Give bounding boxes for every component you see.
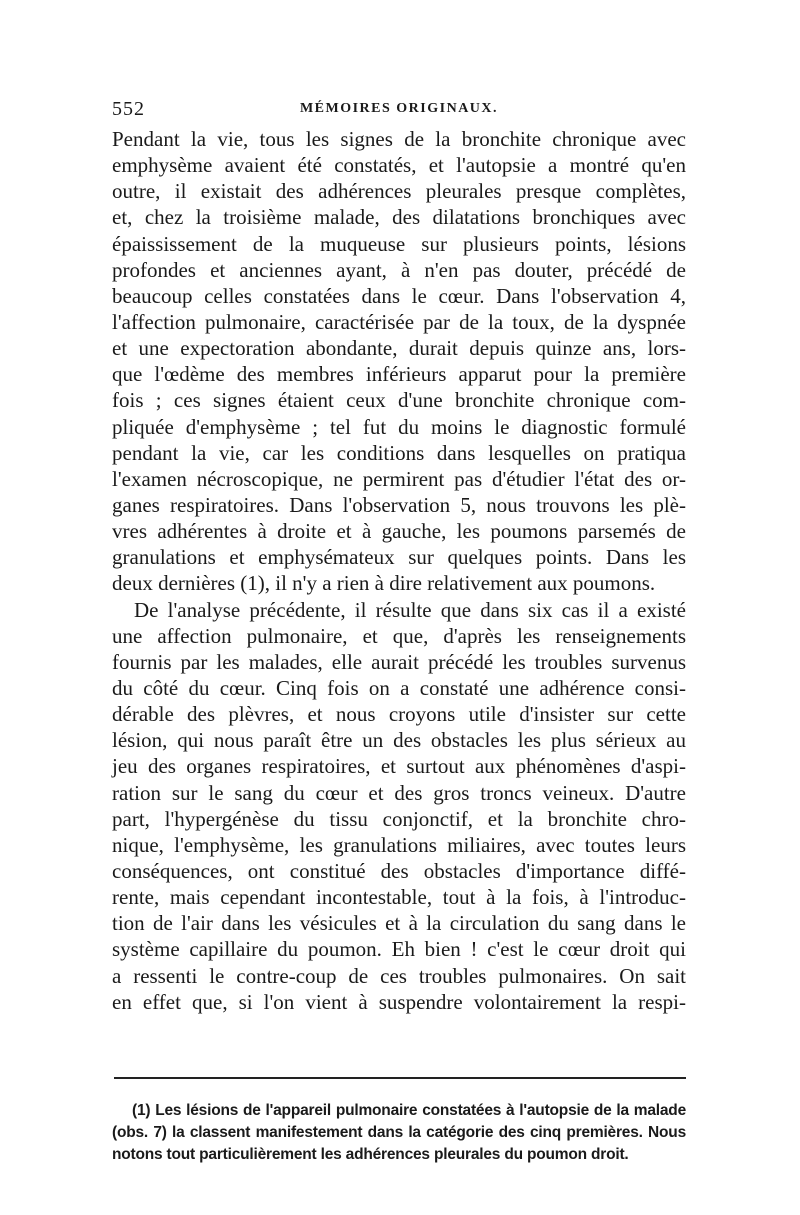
text-line: fois ; ces signes étaient ceux d'une bronchite chronique com-: [112, 388, 686, 413]
text-line: l'examen nécroscopique, ne permirent pas d'étudier l'état des or-: [112, 466, 686, 491]
text-line: épaississement de la muqueuse sur plusieurs points, lésions: [112, 231, 686, 256]
text-line: jeu des organes respiratoires, et surtout aux phénomènes d'aspi-: [112, 754, 686, 779]
text-line: pliquée d'emphysème ; tel fut du moins le diagnostic formulé: [112, 414, 686, 439]
page-number: 552: [112, 98, 145, 120]
main-text: [112, 126, 686, 1015]
footnote: [112, 1100, 686, 1166]
text-line: l'affection pulmonaire, caractérisée par de la toux, de la dyspnée: [112, 309, 686, 334]
text-line: rente, mais cependant incontestable, tout à la fois, à l'introduc-: [112, 885, 686, 910]
text-line: et une expectoration abondante, durait depuis quinze ans, lors-: [112, 336, 686, 361]
text-line: lésion, qui nous paraît être un des obstacles les plus sérieux au: [112, 728, 686, 753]
text-line: tion de l'air dans les vésicules et à la circulation du sang dans le: [112, 911, 686, 936]
text-line: Pendant la vie, tous les signes de la bronchite chronique avec: [112, 127, 686, 151]
text-line: dérable des plèvres, et nous croyons utile d'insister sur cette: [112, 702, 686, 727]
text-line: pendant la vie, car les conditions dans lesquelles on pratiqua: [112, 440, 686, 465]
text-line: que l'œdème des membres inférieurs apparut pour la première: [112, 362, 686, 387]
text-line: système capillaire du poumon. Eh bien ! c'est le cœur droit qui: [112, 937, 686, 962]
text-line: granulations et emphysémateux sur quelques points. Dans les: [112, 545, 686, 570]
text-line: profondes et anciennes ayant, à n'en pas douter, précédé de: [112, 257, 686, 282]
text-line: beaucoup celles constatées dans le cœur. Dans l'observation 4,: [112, 283, 686, 308]
text-line: outre, il existait des adhérences pleurales presque complètes,: [112, 179, 686, 204]
footnote-line: (1) Les lésions de l'appareil pulmonaire constatées à l'autopsie de la malade: [132, 1102, 686, 1119]
text-line: ration sur le sang du cœur et des gros troncs veineux. D'autre: [112, 780, 686, 805]
text-line: du côté du cœur. Cinq fois on a constaté une adhérence consi-: [112, 675, 686, 700]
text-line: part, l'hypergénèse du tissu conjonctif, et la bronchite chro-: [112, 806, 686, 831]
text-line: De l'analyse précédente, il résulte que dans six cas il a existé: [134, 597, 686, 622]
text-line: deux dernières (1), il n'y a rien à dire relativement aux poumons.: [112, 571, 656, 596]
page-header: [112, 98, 686, 122]
text-line: vres adhérentes à droite et à gauche, les poumons parsemés de: [112, 519, 686, 544]
text-line: a ressenti le contre-coup de ces troubles pulmonaires. On sait: [112, 963, 686, 988]
text-line: ganes respiratoires. Dans l'observation 5, nous trouvons les plè-: [112, 492, 686, 517]
text-line: nique, l'emphysème, les granulations miliaires, avec toutes leurs: [112, 832, 686, 857]
text-line: fournis par les malades, elle aurait précédé les troubles survenus: [112, 649, 686, 674]
text-line: et, chez la troisième malade, des dilatations bronchiques avec: [112, 205, 686, 230]
text-line: en effet que, si l'on vient à suspendre volontairement la respi-: [112, 989, 686, 1014]
text-line: conséquences, ont constitué des obstacles d'importance diffé-: [112, 858, 686, 883]
text-line: une affection pulmonaire, et que, d'après les renseignements: [112, 623, 686, 648]
text-line: emphysème avaient été constatés, et l'autopsie a montré qu'en: [112, 153, 686, 178]
footnote-line: notons tout particulièrement les adhérences pleurales du poumon droit.: [112, 1146, 629, 1163]
footnote-line: (obs. 7) la classent manifestement dans la catégorie des cinq premières. Nous: [112, 1124, 686, 1141]
running-title: MÉMOIRES ORIGINAUX.: [299, 101, 499, 116]
footnote-divider: [114, 1077, 686, 1079]
